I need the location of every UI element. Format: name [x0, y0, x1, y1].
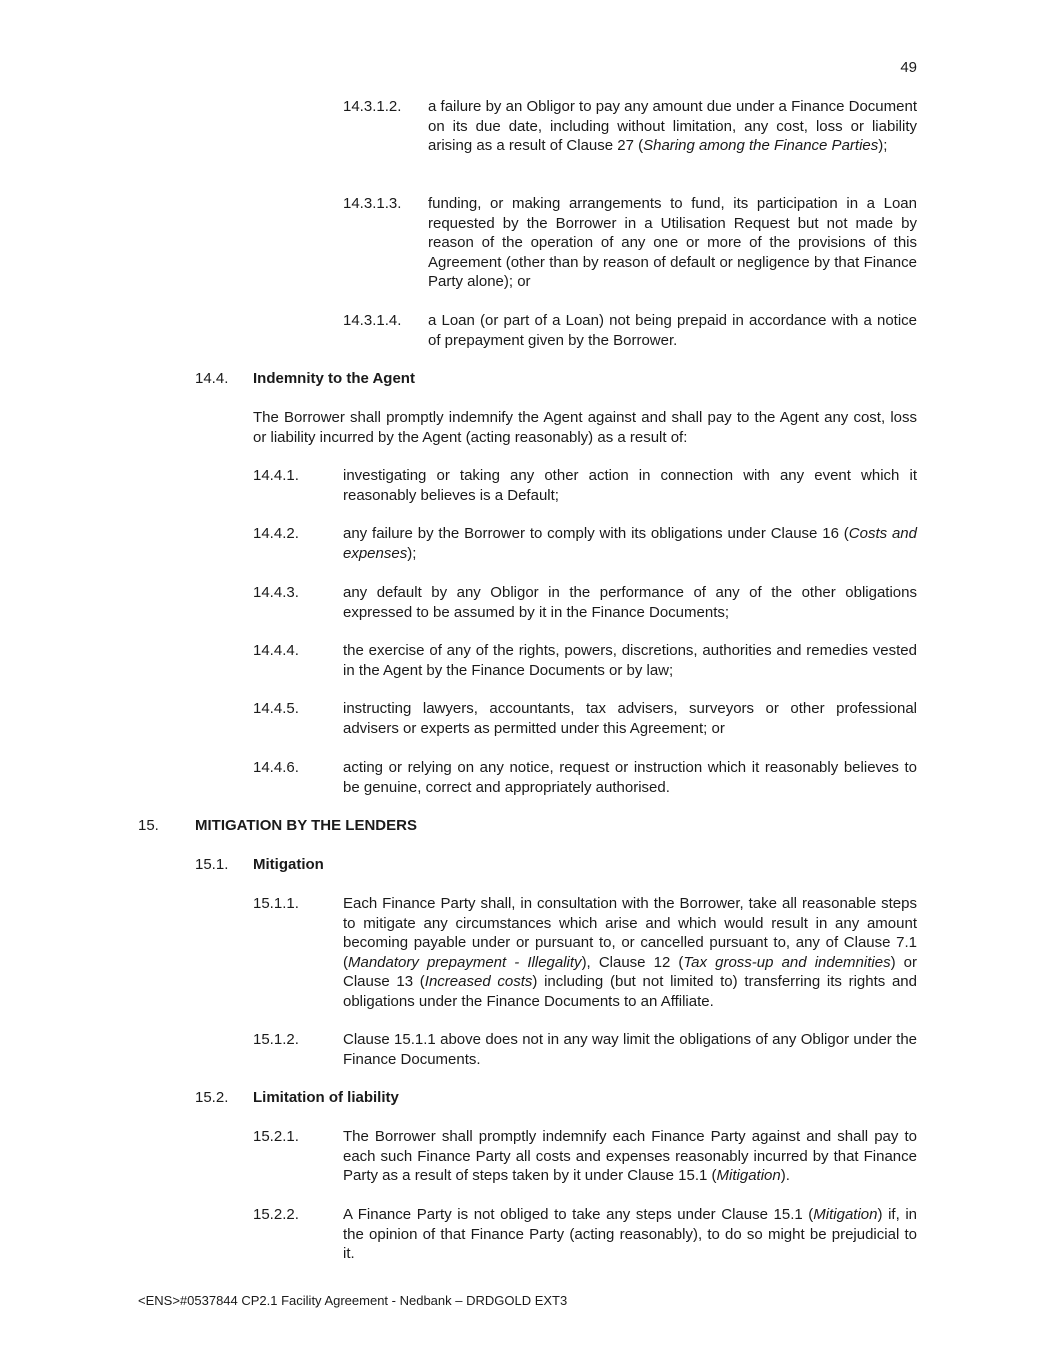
clause-number: 14.4.3. — [253, 584, 299, 601]
clause-text: investigating or taking any other action in connection with any event which it reasonably believes is a Default; — [343, 467, 917, 504]
clause-15-2-1 — [253, 1127, 917, 1186]
paragraph-text: The Borrower shall promptly indemnify the Agent against and shall pay to the Agent any cost, loss or liability incurred by the Agent (acting reasonably) as a result of: — [253, 409, 917, 446]
clause-number: 14.4.2. — [253, 525, 299, 542]
clause-text: The Borrower shall promptly indemnify each Finance Party against and shall pay to each such Finance Party all costs and expenses reasonably incurred by that Finance Party as a result of steps taken by it under Clause 15.1 (Mitigation). — [343, 1128, 917, 1184]
clause-15-2-2 — [253, 1205, 917, 1264]
page-number: 49 — [900, 59, 917, 76]
heading-15 — [138, 816, 917, 836]
clause-number: 14.4.5. — [253, 700, 299, 717]
heading-14-4 — [195, 369, 917, 389]
clause-text: any default by any Obligor in the performance of any of the other obligations expressed to be assumed by it in the Finance Documents; — [343, 584, 917, 621]
heading-title: Indemnity to the Agent — [253, 370, 415, 387]
clause-number: 15.1.2. — [253, 1031, 299, 1048]
clause-14-4-3 — [253, 583, 917, 622]
clause-number: 15.2.1. — [253, 1128, 299, 1145]
clause-14-4-4 — [253, 641, 917, 680]
clause-14-3-1-4 — [343, 311, 917, 350]
heading-number: 15. — [138, 817, 159, 834]
heading-number: 14.4. — [195, 370, 229, 387]
clause-14-4-5 — [253, 699, 917, 738]
clause-15-1-1 — [253, 894, 917, 1011]
clause-text: Each Finance Party shall, in consultation with the Borrower, take all reasonable steps to mitigate any circumstances which arise and which would result in any amount becoming payable under or pursuant to, or cancelled pursuant to, any of Clause 7.1 (Mandatory prepayment - Illegality), Clause 12 (Tax gross-up and indemnities) or Clause 13 (Increased costs) including (but not limited to) transferring its rights and obligations under the Finance Documents to an Affiliate. — [343, 895, 918, 1010]
heading-number: 15.1. — [195, 856, 229, 873]
clause-number: 14.4.4. — [253, 642, 299, 659]
clause-14-4-1 — [253, 466, 917, 505]
document-footer: <ENS>#0537844 CP2.1 Facility Agreement - Nedbank – DRDGOLD EXT3 — [138, 1293, 568, 1308]
clause-14-3-1-3 — [343, 194, 917, 292]
clause-number: 14.3.1.3. — [343, 195, 402, 212]
heading-number: 15.2. — [195, 1089, 229, 1106]
clause-number: 14.3.1.2. — [343, 98, 402, 115]
clause-number: 14.3.1.4. — [343, 312, 402, 329]
clause-text: instructing lawyers, accountants, tax advisers, surveyors or other professional advisers or experts as permitted under this Agreement; or — [343, 700, 917, 737]
clause-number: 15.1.1. — [253, 895, 299, 912]
clause-number: 14.4.6. — [253, 759, 299, 776]
clause-14-4-6 — [253, 758, 917, 797]
clause-text: A Finance Party is not obliged to take any steps under Clause 15.1 (Mitigation) if, in the opinion of that Finance Party (acting reasonably), to do so might be prejudicial to it. — [343, 1206, 917, 1262]
clause-number: 14.4.1. — [253, 467, 299, 484]
clause-number: 15.2.2. — [253, 1206, 299, 1223]
clause-15-1-2 — [253, 1030, 917, 1069]
clause-text: Clause 15.1.1 above does not in any way limit the obligations of any Obligor under the Finance Documents. — [343, 1031, 917, 1068]
clause-text: a failure by an Obligor to pay any amount due under a Finance Document on its due date, including without limitation, any cost, loss or liability arising as a result of Clause 27 (Sharing among the Finance Parties); — [428, 98, 917, 154]
heading-title: MITIGATION BY THE LENDERS — [195, 817, 417, 834]
clause-text: any failure by the Borrower to comply with its obligations under Clause 16 (Costs and expenses); — [343, 525, 917, 562]
heading-15-2 — [195, 1088, 917, 1108]
clause-text: funding, or making arrangements to fund, its participation in a Loan requested by the Borrower in a Utilisation Request but not made by reason of the operation of any one or more of the provisions of this Agreement (other than by reason of default or negligence by that Finance Party alone); or — [428, 195, 917, 290]
heading-title: Mitigation — [253, 856, 324, 873]
clause-text: the exercise of any of the rights, powers, discretions, authorities and remedies vested in the Agent by the Finance Documents or by law; — [343, 642, 917, 679]
paragraph-14-4-intro — [253, 408, 917, 447]
heading-title: Limitation of liability — [253, 1089, 399, 1106]
heading-15-1 — [195, 855, 917, 875]
clause-text: acting or relying on any notice, request or instruction which it reasonably believes to be genuine, correct and appropriately authorised. — [343, 759, 917, 796]
clause-14-4-2 — [253, 524, 917, 563]
clause-14-3-1-2 — [343, 97, 917, 156]
clause-text: a Loan (or part of a Loan) not being prepaid in accordance with a notice of prepayment given by the Borrower. — [428, 312, 917, 349]
